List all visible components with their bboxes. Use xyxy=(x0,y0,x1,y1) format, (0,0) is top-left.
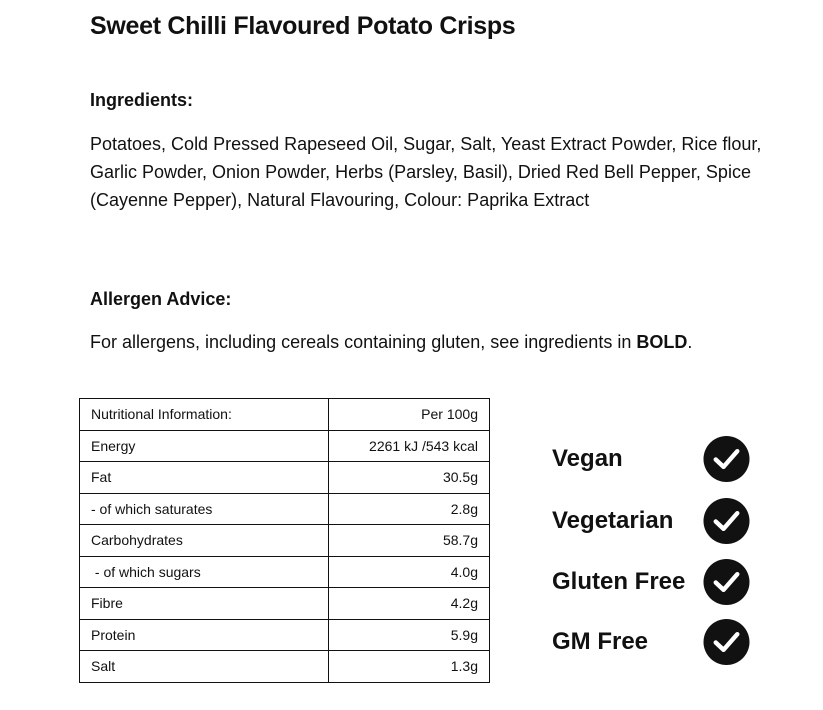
badge-label: Vegan xyxy=(552,445,623,472)
allergen-text: For allergens, including cereals containing gluten, see ingredients in xyxy=(90,332,637,352)
badge-vegetarian xyxy=(552,496,752,546)
page-title: Sweet Chilli Flavoured Potato Crisps xyxy=(90,12,516,40)
table-row xyxy=(80,651,490,683)
nutrient-label: Fat xyxy=(80,462,329,494)
table-row xyxy=(80,430,490,462)
table-row xyxy=(80,493,490,525)
nutrient-label: Energy xyxy=(80,430,329,462)
nutrient-value: 58.7g xyxy=(329,525,490,557)
table-row xyxy=(80,588,490,620)
nutrition-header-value: Per 100g xyxy=(329,399,490,431)
nutrient-value: 2261 kJ /543 kcal xyxy=(329,430,490,462)
nutrient-value: 4.2g xyxy=(329,588,490,620)
badge-gm-free xyxy=(552,617,752,667)
badge-gluten-free xyxy=(552,557,752,607)
table-row xyxy=(80,462,490,494)
nutrient-label: Salt xyxy=(80,651,329,683)
allergen-bold-word: BOLD xyxy=(636,332,688,352)
nutrition-table xyxy=(79,398,490,683)
badge-label: Vegetarian xyxy=(552,507,674,534)
nutrient-label: Protein xyxy=(80,619,329,651)
badge-label: Gluten Free xyxy=(552,568,686,595)
check-circle-icon xyxy=(703,619,750,666)
check-circle-icon xyxy=(703,559,750,606)
allergen-heading: Allergen Advice: xyxy=(90,289,232,309)
check-circle-icon xyxy=(703,498,750,545)
nutrient-value: 5.9g xyxy=(329,619,490,651)
check-circle-icon xyxy=(703,436,750,483)
allergen-text-end: . xyxy=(687,332,693,352)
badge-vegan xyxy=(552,434,752,484)
nutrient-label: - of which saturates xyxy=(80,493,329,525)
allergen-advice xyxy=(90,329,692,355)
nutrient-value: 1.3g xyxy=(329,651,490,683)
nutrient-label: - of which sugars xyxy=(80,556,329,588)
ingredients-heading: Ingredients: xyxy=(90,90,194,110)
nutrition-header-label: Nutritional Information: xyxy=(80,399,329,431)
nutrient-value: 4.0g xyxy=(329,556,490,588)
nutrient-label: Fibre xyxy=(80,588,329,620)
badge-label: GM Free xyxy=(552,628,649,655)
table-row xyxy=(80,619,490,651)
nutrition-header-row xyxy=(80,399,490,431)
nutrient-value: 2.8g xyxy=(329,493,490,525)
nutrient-label: Carbohydrates xyxy=(80,525,329,557)
nutrient-value: 30.5g xyxy=(329,462,490,494)
table-row xyxy=(80,556,490,588)
table-row xyxy=(80,525,490,557)
ingredients-text: Potatoes, Cold Pressed Rapeseed Oil, Sugar, Salt, Yeast Extract Powder, Rice flour, Garlic Powder, Onion Powder, Herbs (Parsley, Basil), Dried Red Bell Pepper, Spice (Cayenne Pepper), Natural Flavouring, Colour: Paprika Extract xyxy=(90,134,762,210)
